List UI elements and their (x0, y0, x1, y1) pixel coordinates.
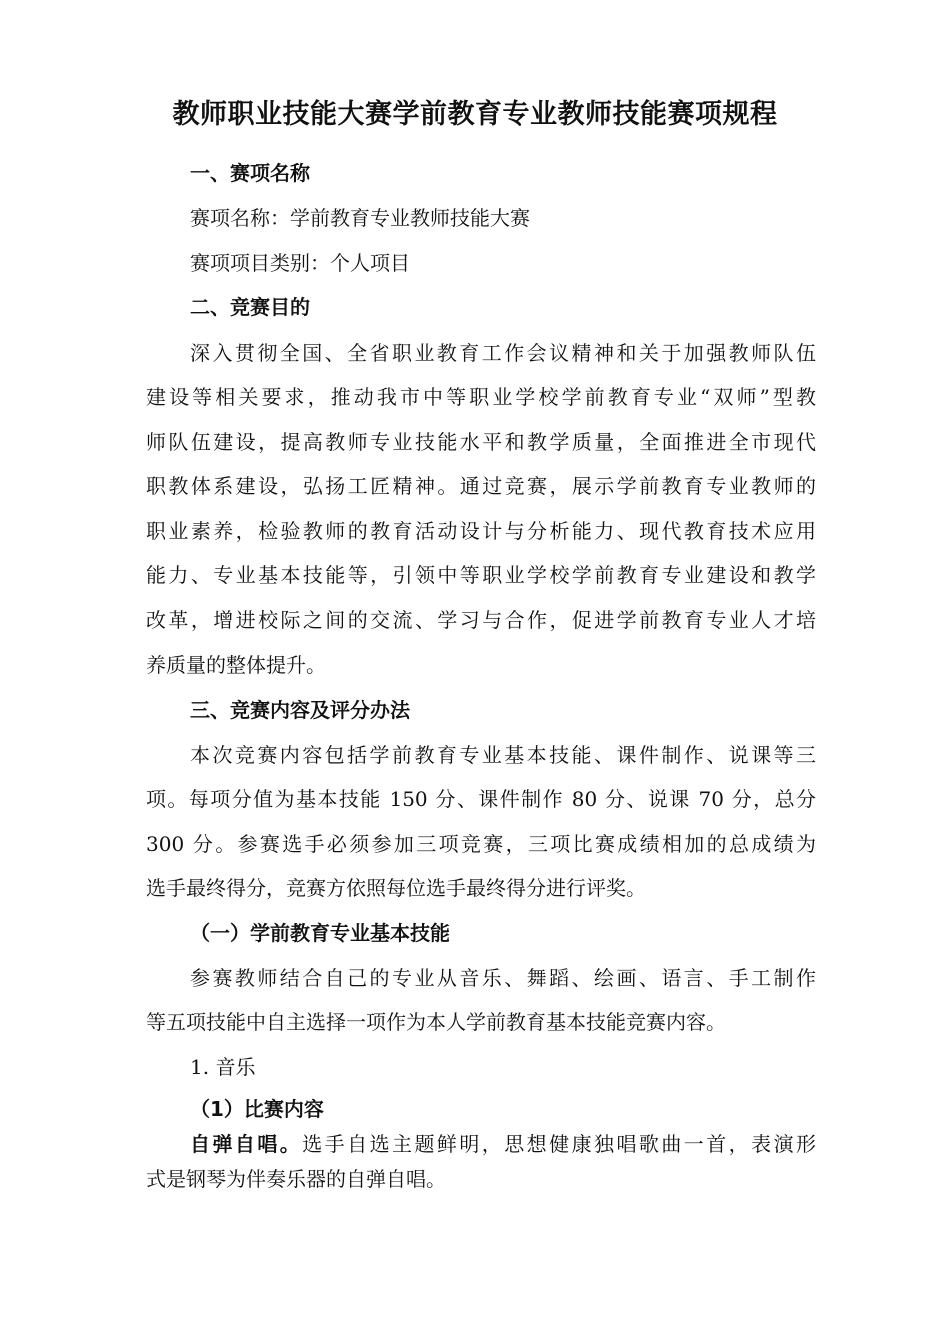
section-heading-purpose: 二、竞赛目的 (190, 295, 310, 319)
purpose-line: 建设等相关要求，推动我市中等职业学校学前教育专业“双师”型教 (146, 385, 816, 409)
basic-skills-line: 参赛教师结合自己的专业从音乐、舞蹈、绘画、语言、手工制作 (190, 966, 816, 990)
music-content-text: 选手自选主题鲜明，思想健康独唱歌曲一首，表演形 (302, 1132, 817, 1156)
purpose-line: 深入贯彻全国、全省职业教育工作会议精神和关于加强教师队伍 (190, 341, 816, 365)
basic-skills-line: 等五项技能中自主选择一项作为本人学前教育基本技能竞赛内容。 (146, 1010, 726, 1034)
section-heading-content-scoring: 三、竞赛内容及评分办法 (190, 698, 410, 722)
music-content-line: 式是钢琴为伴奏乐器的自弹自唱。 (146, 1167, 446, 1191)
item-heading-music: 1. 音乐 (190, 1055, 256, 1079)
purpose-line: 能力、专业基本技能等，引领中等职业学校学前教育专业建设和教学 (146, 563, 816, 587)
music-content-line (190, 1129, 816, 1159)
purpose-line: 职教体系建设，弘扬工匠精神。通过竞赛，展示学前教育专业教师的 (146, 474, 816, 498)
purpose-line: 养质量的整体提升。 (146, 653, 326, 677)
document-title: 教师职业技能大赛学前教育专业教师技能赛项规程 (172, 99, 778, 130)
purpose-line: 师队伍建设，提高教师专业技能水平和教学质量，全面推进全市现代 (146, 430, 816, 454)
item-subheading-content: （1）比赛内容 (190, 1097, 324, 1121)
content-line: 选手最终得分，竞赛方依照每位选手最终得分进行评奖。 (146, 876, 646, 900)
music-content-lead: 自弹自唱。 (190, 1132, 303, 1156)
section-heading-event-name: 一、赛项名称 (190, 161, 310, 185)
content-line: 300 分。参赛选手必须参加三项竞赛，三项比赛成绩相加的总成绩为 (146, 832, 816, 856)
purpose-line: 职业素养，检验教师的教育活动设计与分析能力、现代教育技术应用 (146, 519, 816, 543)
event-name-line: 赛项名称：学前教育专业教师技能大赛 (190, 206, 530, 230)
event-category-line: 赛项项目类别：个人项目 (190, 251, 410, 275)
purpose-line: 改革，增进校际之间的交流、学习与合作，促进学前教育专业人才培 (146, 608, 816, 632)
subsection-heading-basic-skills: （一）学前教育专业基本技能 (190, 921, 450, 945)
content-line: 本次竞赛内容包括学前教育专业基本技能、课件制作、说课等三 (190, 743, 816, 767)
content-line: 项。每项分值为基本技能 150 分、课件制作 80 分、说课 70 分，总分 (146, 787, 816, 811)
